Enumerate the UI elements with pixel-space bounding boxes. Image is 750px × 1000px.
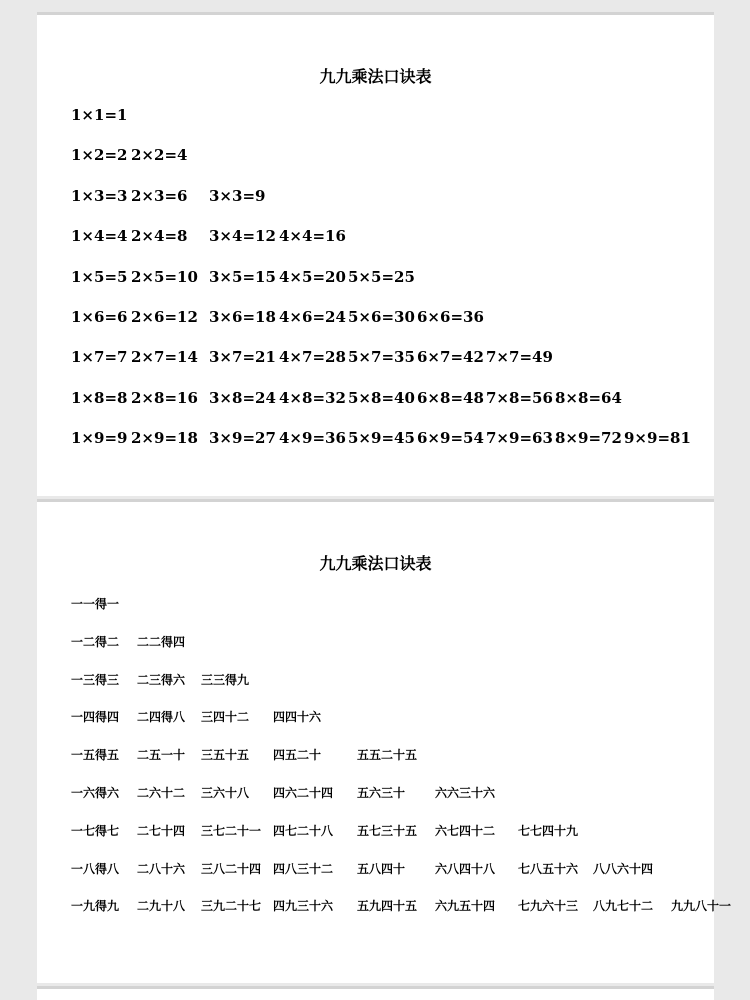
formula-cell: 6×9=54 [417, 429, 484, 448]
formula-cell: 四五二十 [273, 748, 322, 763]
formula-cell: 六八四十八 [435, 861, 496, 876]
formula-cell: 2×6=12 [131, 308, 198, 326]
formula-cell: 1×5=5 [71, 267, 128, 286]
formula-cell: 三六十八 [201, 786, 250, 800]
formula-cell: 5×8=40 [348, 388, 415, 407]
formula-cell: 5×6=30 [348, 308, 415, 326]
formula-cell: 2×5=10 [131, 267, 198, 286]
formula-cell: 6×6=36 [417, 308, 484, 326]
formula-cell: 一一得一 [71, 597, 120, 611]
formula-cell: 四四十六 [273, 710, 322, 725]
formula-cell: 一二得二 [71, 634, 120, 649]
formula-cell: 7×9=63 [486, 429, 553, 448]
formula-cell: 六七四十二 [435, 823, 496, 838]
formula-cell: 5×5=25 [348, 267, 415, 286]
formula-cell: 二五一十 [137, 748, 186, 763]
formula-cell: 3×7=21 [209, 348, 276, 367]
formula-cell: 1×4=4 [71, 227, 128, 246]
formula-cell: 三四十二 [201, 710, 250, 725]
formula-cell: 7×7=49 [486, 348, 553, 367]
formula-cell: 2×4=8 [131, 227, 188, 246]
formula-cell: 3×9=27 [209, 429, 276, 448]
formula-cell: 4×5=20 [279, 267, 346, 286]
formula-cell: 2×8=16 [131, 388, 198, 407]
formula-cell: 2×7=14 [131, 348, 198, 367]
formula-cell: 7×8=56 [486, 388, 553, 407]
formula-cell: 二六十二 [137, 786, 186, 800]
document-page-3 [37, 986, 714, 1000]
formula-cell: 一五得五 [71, 748, 120, 763]
formula-cell: 8×8=64 [555, 388, 622, 407]
formula-cell: 3×3=9 [209, 186, 266, 205]
formula-cell: 一八得八 [71, 861, 120, 876]
formula-cell: 3×6=18 [209, 308, 276, 326]
formula-cell: 2×2=4 [131, 146, 188, 165]
formula-cell: 4×4=16 [279, 227, 346, 246]
formula-cell: 六九五十四 [435, 899, 496, 914]
formula-cell: 八八六十四 [593, 861, 654, 876]
formula-cell: 七八五十六 [518, 861, 579, 876]
formula-cell: 六六三十六 [435, 786, 496, 800]
formula-cell: 四七二十八 [273, 823, 334, 838]
formula-cell: 五九四十五 [357, 899, 418, 914]
document-page-1 [37, 12, 714, 496]
formula-cell: 七七四十九 [518, 823, 579, 838]
formula-cell: 三九二十七 [201, 899, 262, 914]
formula-cell: 9×9=81 [624, 429, 691, 448]
formula-cell: 五六三十 [357, 786, 406, 800]
formula-cell: 四六二十四 [273, 786, 334, 800]
formula-cell: 二九十八 [137, 899, 186, 914]
formula-cell: 三七二十一 [201, 823, 262, 838]
document-page-2 [37, 499, 732, 983]
formula-cell: 1×1=1 [71, 106, 128, 124]
formula-cell: 4×6=24 [279, 308, 346, 326]
page-title: 九九乘法口诀表 [319, 554, 432, 573]
formula-cell: 1×7=7 [71, 348, 128, 367]
formula-cell: 三八二十四 [201, 861, 262, 876]
page-title: 九九乘法口诀表 [319, 67, 432, 86]
formula-cell: 4×7=28 [279, 348, 346, 367]
formula-cell: 1×6=6 [71, 308, 128, 326]
formula-cell: 三五十五 [201, 748, 250, 763]
formula-cell: 5×9=45 [348, 429, 415, 448]
formula-cell: 九九八十一 [671, 899, 732, 914]
formula-cell: 三三得九 [201, 672, 250, 687]
formula-cell: 一七得七 [71, 823, 120, 838]
formula-cell: 一四得四 [71, 710, 120, 725]
formula-cell: 一九得九 [71, 899, 120, 914]
formula-cell: 6×7=42 [417, 348, 484, 367]
formula-cell: 8×9=72 [555, 429, 622, 448]
formula-cell: 3×4=12 [209, 227, 276, 246]
formula-cell: 二二得四 [137, 634, 186, 649]
formula-cell: 4×8=32 [279, 388, 346, 407]
formula-cell: 四九三十六 [273, 899, 334, 914]
formula-cell: 一三得三 [71, 672, 120, 687]
formula-cell: 6×8=48 [417, 388, 484, 407]
formula-cell: 1×3=3 [71, 186, 128, 205]
formula-cell: 1×9=9 [71, 429, 128, 448]
formula-cell: 3×5=15 [209, 267, 276, 286]
formula-cell: 2×9=18 [131, 429, 198, 448]
formula-cell: 五七三十五 [357, 823, 418, 838]
formula-cell: 1×2=2 [71, 146, 128, 165]
formula-cell: 5×7=35 [348, 348, 415, 367]
formula-cell: 二八十六 [137, 861, 186, 876]
formula-cell: 八九七十二 [593, 899, 654, 914]
formula-cell: 4×9=36 [279, 429, 346, 448]
formula-cell: 1×8=8 [71, 388, 128, 407]
formula-cell: 一六得六 [71, 786, 120, 800]
formula-cell: 二七十四 [137, 823, 186, 838]
formula-cell: 二四得八 [137, 710, 186, 725]
formula-cell: 五八四十 [357, 861, 406, 876]
formula-cell: 3×8=24 [209, 388, 276, 407]
formula-cell: 2×3=6 [131, 186, 188, 205]
formula-cell: 五五二十五 [357, 748, 418, 763]
formula-cell: 七九六十三 [518, 899, 579, 914]
formula-cell: 四八三十二 [273, 861, 334, 876]
formula-cell: 二三得六 [137, 672, 186, 687]
